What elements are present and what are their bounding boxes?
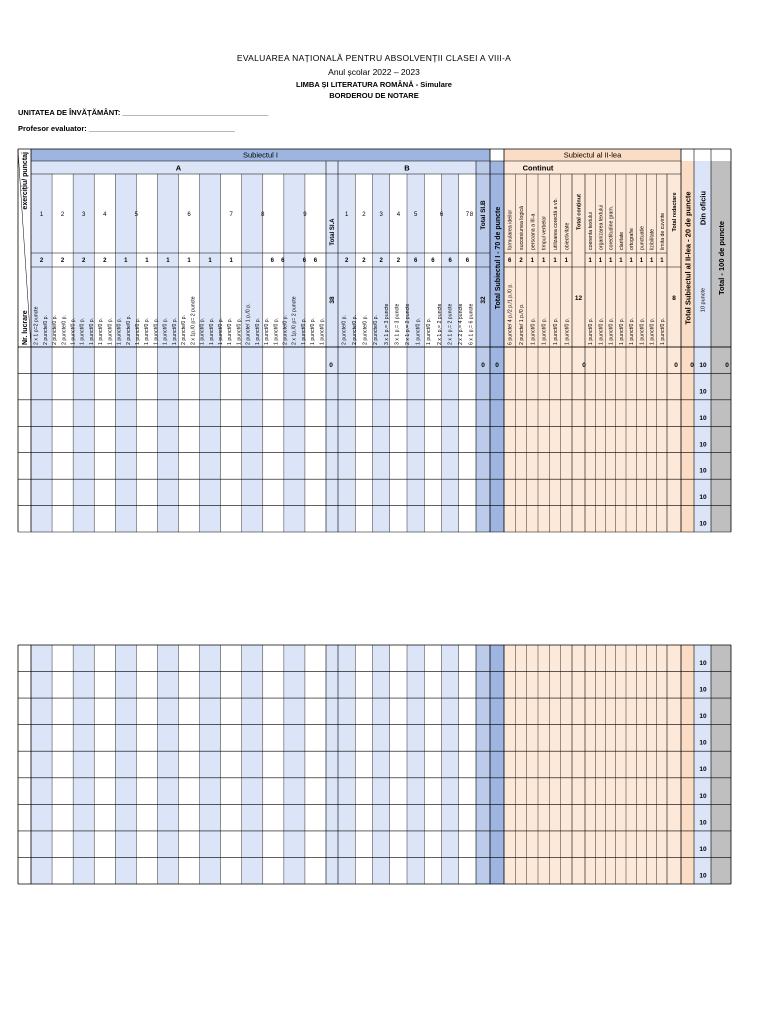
scoring-rule: 1 punct/0 p. [171,317,178,345]
scoring-rule: 1 punct/0 p. [426,317,433,345]
criterion-header: lizibilitate [649,228,656,250]
scoring-rule: 1 punct/0 p. [88,317,95,345]
column-band [242,161,263,532]
points-value: 2 [362,258,366,264]
points-value: 1 [229,258,233,264]
scoring-rule: 2 puncte/0 p. [362,315,369,345]
points-value: 1 [660,258,664,264]
scoring-rule: 1 punct/0 p. [162,317,169,345]
column-band [200,645,221,884]
scoring-rule: 2 x 1 p=2 puncte [33,306,40,345]
points-value: 2 [60,258,65,264]
scoring-rule: 1 punct/0 p. [273,317,280,345]
scoring-rule: 1 punct/0 p. [588,317,595,345]
exercise-number: 9 [303,212,307,218]
points-value: 2 [396,258,401,264]
criterion-header: obiectivitate [564,222,571,250]
corner-top-label: exercițiu/ punctaj [22,152,29,210]
exercise-number: 2 [60,212,65,218]
sum-red: 0 [674,362,678,369]
criterion-header: ortografie [629,228,636,250]
scoring-rule: 2 x 1p./0 p= 2 puncte [291,296,298,345]
subject-2-title: Subiectul al II-lea [563,150,622,160]
sum-b: 0 [481,362,485,369]
scoring-rule: 1 punct/0 p. [144,317,151,345]
document-title: EVALUAREA NAȚIONALĂ PENTRU ABSOLVENȚII CLASEI A VIII-A [236,53,512,63]
criterion-header: succesiunea logică [519,206,525,250]
scoring-rule: 2 puncte/0 p. [125,315,132,345]
total-s1-band [490,645,504,884]
total-band [711,645,731,884]
column-band [115,645,136,884]
scoring-rule: 1 punct/0 p. [618,317,625,345]
exercise-number: 7 [465,212,470,218]
oficiu-value: 10 [699,819,707,827]
scoring-rule: 1 punct/0 p. [264,317,271,345]
scoring-rule: 2 puncte/0 p. [341,315,348,345]
scoring-rule: 2 x 2 p.= 4 puncte [458,303,465,345]
points-value: 1 [588,258,592,264]
points-value: 1 [629,258,633,264]
exercise-number: 5 [413,212,418,218]
scoring-rule: 1 punct/0 p. [564,317,571,345]
total-s2-band [681,645,694,884]
section-a-title: A [175,163,182,173]
sum-cont: 0 [582,362,586,369]
scoring-rule: 6 puncte/ 4 p./2 p./1 p./0 p. [507,283,514,345]
column-band [373,645,390,884]
oficiu-value: 10 [699,441,707,449]
scoring-rule: 1 punct/0 p. [553,317,559,345]
oficiu-label: Din oficiu [698,190,708,226]
scoring-rule: 1 punct/0 p. [598,317,605,345]
column-band [157,161,178,532]
scoring-rule: 2 x 1p./0 p= 2 puncte [190,296,197,345]
scoring-rule: 1 punct/0 p. [107,317,114,345]
exercise-number: 4 [396,212,401,218]
scoring-rule: 1 punct/0 p. [254,317,261,345]
scoring-rule: 1 punct/0 p. [530,317,537,345]
scoring-rule: 6 x 1 p.= 6 puncte [468,303,475,345]
column-band [31,645,52,884]
column-band [407,645,424,884]
points-value: 2 [344,258,349,264]
points-value: 1 [124,258,128,264]
subject-title: LIMBA ȘI LITERATURA ROMÂNĂ - Simulare [296,80,452,89]
points-value: 6 [507,258,512,264]
oficiu-value: 10 [699,362,707,369]
points-value: 1 [166,258,170,264]
exercise-number: 2 [362,212,366,218]
points-value: 2 [82,258,86,264]
points-value: 6 [302,258,307,264]
scoring-rule: 1 punct/0 p. [116,317,123,345]
column-band [73,645,94,884]
scoring-rule: 1 punct/0 p. [310,317,317,345]
oficiu-value: 10 [699,467,707,475]
scoring-rule: 1 punct/0 p. [415,317,422,345]
oficiu-points: 10 puncte [700,287,707,313]
scoring-rule: 1 punct/0 p. [199,317,206,345]
total-b-band [476,645,490,884]
criterion-header: utilizarea corectă a vb. [553,198,559,250]
scoring-rule: 1 punct/0 p. [649,317,656,345]
total-s1-label: Total Subiectul I - 70 de puncte [495,206,502,310]
criterion-header: formularea ideilor [507,209,514,250]
scoring-rule: 2 puncte/0 p. [282,315,289,345]
subject-1-title: Subiectul I [242,150,279,160]
scoring-rule: 1 punct/0 p. [79,317,86,345]
column-band [115,161,136,532]
oficiu-value: 10 [699,766,707,774]
points-value: 2 [379,258,383,264]
points-value: 6 [431,258,435,264]
scoring-rule: 2 x 1 p.= 2 puncte [405,303,411,345]
scoring-rule: 2 puncte/0 p. [52,315,59,345]
criterion-header: punctuatie [639,226,646,250]
total-b-value: 32 [480,296,487,304]
oficiu-value: 10 [699,872,707,880]
points-value: 1 [145,258,149,264]
scoring-rule: 2 puncte/ 1 p./0 p. [519,303,525,345]
total-a-band [326,645,338,884]
criterion-header: timpul verbelor [541,215,548,250]
exercise-number: 1 [39,212,44,218]
scoring-rule: 1 punct/0 p. [98,317,105,345]
criterion-header: coerenta textului [588,211,595,250]
scoring-rule: 1 punct/0 p. [629,317,636,345]
column-band [338,645,355,884]
exercise-number: 3 [82,212,86,218]
scoring-rule: 2 puncte/0 p. [181,315,188,345]
total-red-value: 8 [672,295,676,302]
exercise-number: 8 [469,212,474,218]
scoring-rule: 2 puncte/0 p. [42,315,49,345]
document-type: BORDEROU DE NOTARE [329,91,419,100]
points-value: 6 [448,258,452,264]
total-a-band [326,161,338,532]
exercise-number: 5 [134,212,139,218]
points-value: 1 [553,258,557,264]
scoring-rule: 2 puncte/0 p. [61,315,68,345]
sum-total: 0 [725,362,729,369]
scoring-rule: 2 puncte/0 p. [351,315,358,345]
column-band [200,161,221,532]
scoring-rule: 1 punct/0 p. [227,317,234,345]
scoring-rule: 1 punct/0 p. [608,317,615,345]
exercise-number: 7 [229,212,233,218]
oficiu-value: 10 [699,494,707,502]
scoring-rule: 2 puncte/0 p. [373,315,380,345]
points-value: 2 [519,258,523,264]
total-red-label: Total redactare [672,192,678,232]
continut-title: Continut [522,163,554,173]
criterion-header: claritate [618,231,625,250]
points-value: 1 [639,258,644,264]
points-value: 2 [103,258,107,264]
column-band [284,645,305,884]
criterion-header: limita de cuvinte [659,212,666,250]
points-value: 1 [564,258,569,264]
criterion-header: persoana a III-a [530,213,537,250]
exercise-number: 6 [439,212,444,218]
exercise-number: 1 [344,212,349,218]
oficiu-value: 10 [699,414,707,422]
points-value: 6 [270,258,274,264]
scoring-rule: 2 x 1 p.= 2 puncte [447,303,454,345]
exercise-number: 3 [379,212,383,218]
scoring-rule: 3 x 1 p.= 3 puncte [383,303,390,345]
exercise-number: 6 [187,212,191,218]
points-value: 1 [598,258,603,264]
exercise-number: 8 [261,212,265,218]
sum-s1: 0 [495,362,499,369]
column-band [284,161,305,532]
exercise-number: 4 [103,212,107,218]
points-value: 6 [413,258,418,264]
teacher-field[interactable]: Profesor evaluator: ___________________________________ [18,124,235,133]
oficiu-value: 10 [699,739,707,747]
oficiu-value: 10 [699,388,707,396]
scoring-rule: 1 punct/0 p. [639,317,646,345]
points-value: 1 [608,258,613,264]
school-year: Anul școlar 2022 – 2023 [328,67,420,77]
school-field[interactable]: UNITATEA DE ÎNVĂȚĂMÂNT: ___________________________________ [18,108,269,117]
total-s2-label: Total Subiectul al II-lea - 20 de puncte [683,191,693,325]
total-band [711,161,731,532]
total-cont-label: Total conținut [576,194,583,230]
section-b-title: B [404,163,410,173]
points-value: 1 [619,258,623,264]
oficiu-value: 10 [699,713,707,721]
column-band [442,645,459,884]
criterion-header: organizarea textului [598,204,605,250]
points-value: 6 [281,258,285,264]
scoring-rule: 1 punct/0 p. [236,317,243,345]
column-band [157,645,178,884]
points-value: 6 [313,258,318,264]
points-value: 1 [649,258,654,264]
scoring-rule: 3 x 1 p.= 3 puncte [394,303,401,345]
points-value: 1 [187,258,191,264]
points-value: 2 [39,258,44,264]
scoring-rule: 1 punct/0 p. [300,317,307,345]
grand-total-label: Total - 100 de puncte [717,220,726,296]
scoring-rule: 1 punct/0 p. [153,317,160,345]
scoring-rule: 1 punct/0 p. [659,317,666,345]
sum-a: 0 [329,362,333,369]
corner-bottom-label: Nr. lucrare [22,310,29,345]
criterion-header: corectitudine gram. [608,205,615,250]
total-a-label: Total SI.A [330,218,336,246]
points-value: 1 [541,258,546,264]
oficiu-value: 10 [699,792,707,800]
sum-s2: 0 [690,362,694,369]
scoring-rule: 1 punct/0 p. [70,317,77,345]
scoring-rule: 1 punct/0 p. [208,317,215,345]
scoring-rule: 1 punct/0 p. [319,317,326,345]
total-cont-value: 12 [574,295,583,302]
total-b-label: Total SI.B [480,200,487,230]
subject-2-band [504,645,681,884]
points-value: 6 [465,258,470,264]
oficiu-value: 10 [699,686,707,694]
points-value: 1 [208,258,212,264]
scoring-rule: 1 punct/0 p. [135,317,142,345]
oficiu-value: 10 [699,520,707,528]
total-a-value: 38 [329,296,336,304]
scoring-rule: 2 x 1 p.= 2 puncte [436,303,443,345]
scoring-rule: 1 punct/0 p. [217,317,224,345]
oficiu-value: 10 [699,845,707,853]
scoring-rule: 2 puncte/ 1 p./0 p. [245,303,252,345]
scoring-rule: 1 punct/0 p. [541,317,548,345]
column-band [242,645,263,884]
oficiu-value: 10 [699,660,707,667]
points-value: 1 [530,258,535,264]
